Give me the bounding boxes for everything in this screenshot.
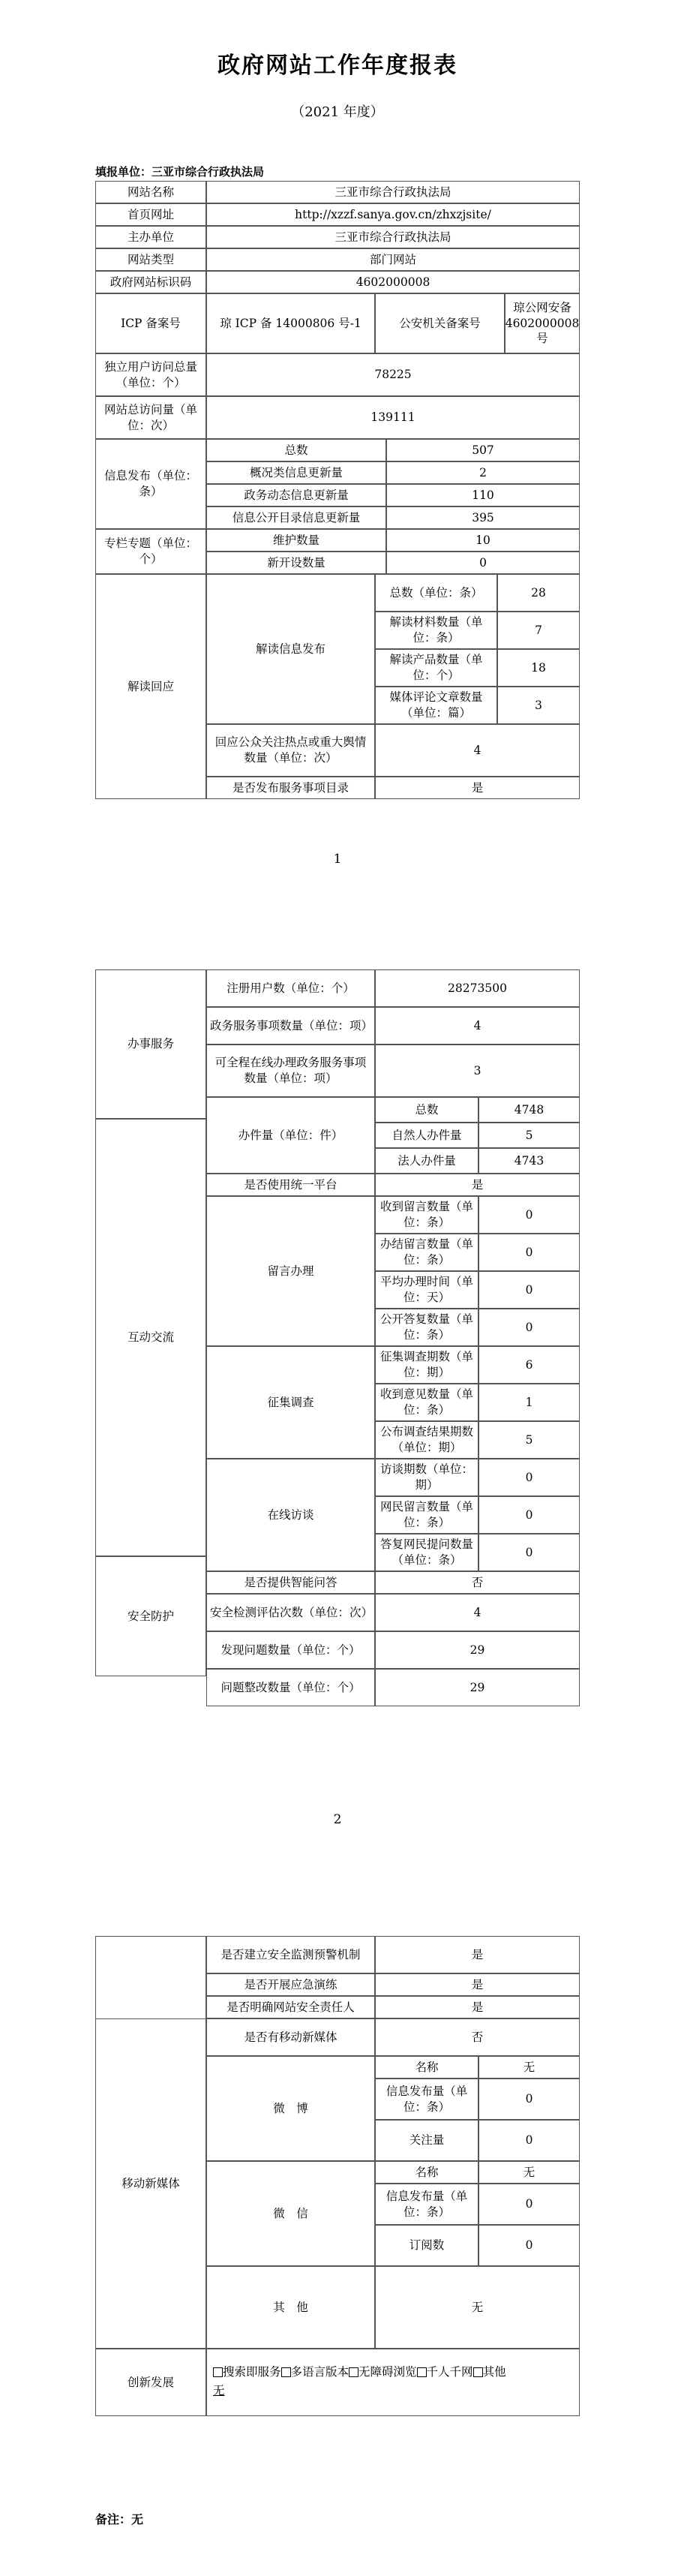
- report-title: 政府网站工作年度报表: [218, 53, 458, 79]
- msg-public-value: 0: [478, 1309, 580, 1346]
- host-unit-value: 三亚市综合行政执法局: [206, 226, 580, 248]
- msg-done-label: 办结留言数量（单位：条）: [375, 1234, 478, 1271]
- handle-legal-value: 4743: [478, 1148, 580, 1174]
- issues-fixed-label: 问题整改数量（单位：个）: [206, 1669, 375, 1706]
- interp-material-label: 解读材料数量（单位：条）: [375, 612, 497, 649]
- info-release-label: 信息发布（单位：条）: [95, 439, 206, 529]
- survey-label: 征集调查: [206, 1346, 375, 1459]
- weibo-follow-label: 关注量: [375, 2120, 478, 2161]
- weibo-posts-label: 信息发布量（单位：条）: [375, 2079, 478, 2120]
- security-check-label: 安全检测评估次数（单位：次）: [206, 1594, 375, 1631]
- survey-count-value: 6: [478, 1346, 580, 1384]
- unique-visitors-value: 78225: [206, 353, 580, 396]
- reporting-unit: 填报单位：三亚市综合行政执法局: [95, 165, 265, 179]
- page-views-value: 139111: [206, 396, 580, 439]
- innovation-option-label: 搜索即服务: [223, 2365, 281, 2379]
- service-list-label: 是否发布服务事项目录: [206, 777, 375, 799]
- wechat-subscribers-value: 0: [478, 2225, 580, 2266]
- weibo-posts-value: 0: [478, 2079, 580, 2120]
- service-items-value: 4: [375, 1007, 580, 1045]
- interp-media-value: 3: [497, 687, 580, 724]
- mobile-has-value: 否: [375, 2018, 580, 2056]
- info-overview-value: 2: [386, 461, 580, 484]
- interview-count-value: 0: [478, 1459, 580, 1496]
- site-name-value: 三亚市综合行政执法局: [206, 181, 580, 203]
- handle-legal-label: 法人办件量: [375, 1148, 478, 1174]
- site-name-label: 网站名称: [95, 181, 206, 203]
- interp-release-label: 解读信息发布: [206, 574, 375, 724]
- site-code-label: 政府网站标识码: [95, 271, 206, 293]
- responsible-value: 是: [375, 1996, 580, 2018]
- innovation-option[interactable]: [213, 2365, 281, 2379]
- innovation-options: [206, 2349, 580, 2416]
- host-unit-label: 主办单位: [95, 226, 206, 248]
- responsible-label: 是否明确网站安全责任人: [206, 1996, 375, 2018]
- survey-opinion-label: 收到意见数量（单位：条）: [375, 1384, 478, 1421]
- wechat-posts-label: 信息发布量（单位：条）: [375, 2184, 478, 2225]
- wechat-posts-value: 0: [478, 2184, 580, 2225]
- platform-value: 是: [375, 1174, 580, 1196]
- service-online-value: 3: [375, 1045, 580, 1097]
- column-maintain-label: 维护数量: [206, 529, 386, 552]
- interp-respond-value: 4: [375, 724, 580, 777]
- wechat-label: 微 信: [206, 2161, 375, 2266]
- drill-label: 是否开展应急演练: [206, 1973, 375, 1996]
- innovation-option-label: 其他: [482, 2365, 506, 2379]
- handle-person-value: 5: [478, 1123, 580, 1148]
- checkbox-icon[interactable]: [349, 2367, 358, 2377]
- msg-public-label: 公开答复数量（单位：条）: [375, 1309, 478, 1346]
- wechat-subscribers-label: 订阅数: [375, 2225, 478, 2266]
- unique-visitors-label: 独立用户访问总量（单位：个）: [95, 353, 206, 396]
- message-label: 留言办理: [206, 1196, 375, 1346]
- handle-person-label: 自然人办件量: [375, 1123, 478, 1148]
- issues-fixed-value: 29: [375, 1669, 580, 1706]
- innovation-option-label: 千人千网: [426, 2365, 473, 2379]
- remarks: 备注：无: [95, 2512, 144, 2526]
- innovation-other-value: 无: [213, 2383, 225, 2397]
- interp-media-label: 媒体评论文章数量（单位：篇）: [375, 687, 497, 724]
- interview-count-label: 访谈期数（单位：期）: [375, 1459, 478, 1496]
- innovation-label: 创新发展: [95, 2349, 206, 2416]
- innovation-option-label: 多语言版本: [290, 2365, 350, 2379]
- home-url-value: http://xzzf.sanya.gov.cn/zhxzjsite/: [206, 203, 580, 226]
- msg-time-value: 0: [478, 1271, 580, 1309]
- info-dynamic-label: 政务动态信息更新量: [206, 484, 386, 506]
- msg-done-value: 0: [478, 1234, 580, 1271]
- survey-result-label: 公布调查结果期数（单位：期）: [375, 1421, 478, 1459]
- monitor-value: 是: [375, 1936, 580, 1973]
- report-year: （2021 年度）: [291, 104, 384, 120]
- page-number-1: 1: [333, 852, 342, 867]
- interp-respond-label: 回应公众关注热点或重大舆情数量（单位：次）: [206, 724, 375, 777]
- msg-received-label: 收到留言数量（单位：条）: [375, 1196, 478, 1234]
- service-users-label: 注册用户数（单位：个）: [206, 969, 375, 1007]
- handle-total-value: 4748: [478, 1097, 580, 1123]
- service-users-value: 28273500: [375, 969, 580, 1007]
- mobile-has-label: 是否有移动新媒体: [206, 2018, 375, 2056]
- icp-label: ICP 备案号: [95, 293, 206, 353]
- weibo-follow-value: 0: [478, 2120, 580, 2161]
- issues-found-value: 29: [375, 1631, 580, 1669]
- weibo-name-label: 名称: [375, 2056, 478, 2079]
- other-media-label: 其 他: [206, 2266, 375, 2349]
- msg-received-value: 0: [478, 1196, 580, 1234]
- column-maintain-value: 10: [386, 529, 580, 552]
- site-code-value: 4602000008: [206, 271, 580, 293]
- page-number-2: 2: [333, 1812, 342, 1827]
- info-dynamic-value: 110: [386, 484, 580, 506]
- security-label: 安全防护: [95, 1556, 206, 1676]
- service-items-label: 政务服务事项数量（单位：项）: [206, 1007, 375, 1045]
- wechat-name-label: 名称: [375, 2161, 478, 2184]
- survey-result-value: 5: [478, 1421, 580, 1459]
- weibo-name-value: 无: [478, 2056, 580, 2079]
- info-overview-label: 概况类信息更新量: [206, 461, 386, 484]
- weibo-label: 微 博: [206, 2056, 375, 2161]
- checkbox-icon[interactable]: [213, 2367, 223, 2377]
- column-topic-label: 专栏专题（单位：个）: [95, 529, 206, 574]
- monitor-label: 是否建立安全监测预警机制: [206, 1936, 375, 1973]
- handle-total-label: 总数: [375, 1097, 478, 1123]
- service-list-value: 是: [375, 777, 580, 799]
- info-catalog-value: 395: [386, 506, 580, 529]
- smart-qa-value: 否: [375, 1571, 580, 1594]
- interview-label: 在线访谈: [206, 1459, 375, 1571]
- drill-value: 是: [375, 1973, 580, 1996]
- survey-count-label: 征集调查期数（单位：期）: [375, 1346, 478, 1384]
- interp-product-value: 18: [497, 649, 580, 687]
- msg-time-label: 平均办理时间（单位：天）: [375, 1271, 478, 1309]
- innovation-option[interactable]: [417, 2365, 473, 2379]
- smart-qa-label: 是否提供智能问答: [206, 1571, 375, 1594]
- wechat-name-value: 无: [478, 2161, 580, 2184]
- service-online-label: 可全程在线办理政务服务事项数量（单位：项）: [206, 1045, 375, 1097]
- innovation-option[interactable]: [281, 2365, 350, 2379]
- site-type-label: 网站类型: [95, 248, 206, 271]
- info-total-value: 507: [386, 439, 580, 461]
- interview-answers-label: 答复网民提问数量（单位：条）: [375, 1534, 478, 1571]
- security-check-value: 4: [375, 1594, 580, 1631]
- column-new-label: 新开设数量: [206, 552, 386, 574]
- platform-label: 是否使用统一平台: [206, 1174, 375, 1196]
- police-record-label: 公安机关备案号: [375, 293, 505, 353]
- icp-value: 琼 ICP 备 14000806 号-1: [206, 293, 375, 353]
- police-record-value: 琼公网安备 4602000008 号: [505, 293, 580, 353]
- page-views-label: 网站总访问量（单位：次）: [95, 396, 206, 439]
- interp-product-label: 解读产品数量（单位：个）: [375, 649, 497, 687]
- mobile-media-label: 移动新媒体: [95, 2018, 206, 2349]
- column-new-value: 0: [386, 552, 580, 574]
- checkbox-icon[interactable]: [281, 2367, 291, 2377]
- site-type-value: 部门网站: [206, 248, 580, 271]
- interp-material-value: 7: [497, 612, 580, 649]
- other-media-value: 无: [375, 2266, 580, 2349]
- interp-total-label: 总数（单位：条）: [375, 574, 497, 612]
- interview-questions-value: 0: [478, 1496, 580, 1534]
- issues-found-label: 发现问题数量（单位：个）: [206, 1631, 375, 1669]
- home-url-label: 首页网址: [95, 203, 206, 226]
- interview-questions-label: 网民留言数量（单位：条）: [375, 1496, 478, 1534]
- innovation-option[interactable]: [473, 2365, 506, 2379]
- checkbox-icon[interactable]: [473, 2367, 483, 2377]
- service-handle-label: 办件量（单位：件）: [206, 1097, 375, 1174]
- interp-total-value: 28: [497, 574, 580, 612]
- service-label: 办事服务: [95, 969, 206, 1119]
- info-total-label: 总数: [206, 439, 386, 461]
- interview-answers-value: 0: [478, 1534, 580, 1571]
- checkbox-icon[interactable]: [417, 2367, 427, 2377]
- innovation-option[interactable]: [349, 2365, 417, 2379]
- interaction-label: 互动交流: [95, 1119, 206, 1556]
- interpretation-label: 解读回应: [95, 574, 206, 799]
- innovation-option-label: 无障碍浏览: [358, 2365, 417, 2379]
- info-catalog-label: 信息公开目录信息更新量: [206, 506, 386, 529]
- survey-opinion-value: 1: [478, 1384, 580, 1421]
